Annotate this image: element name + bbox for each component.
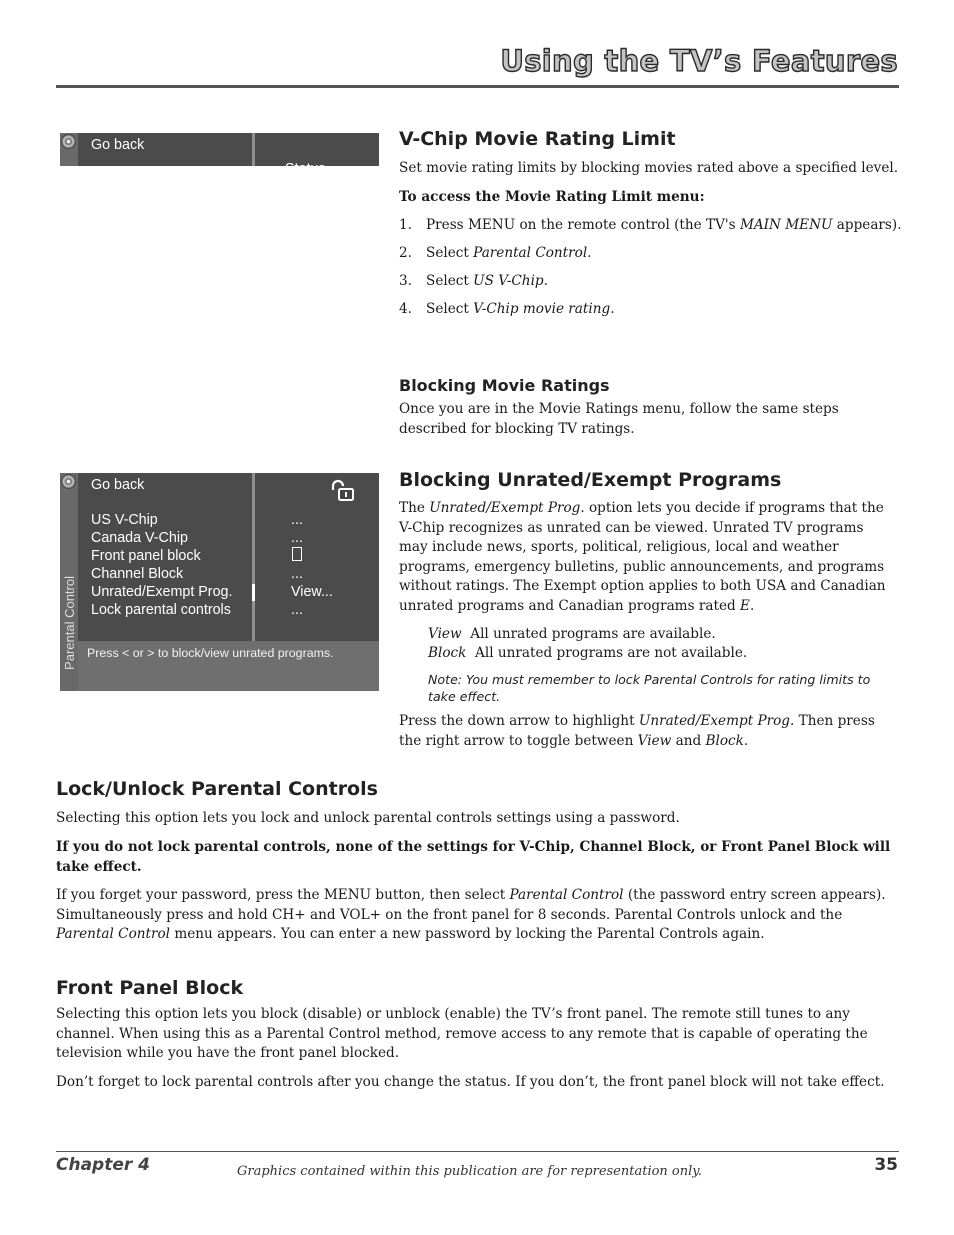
menu-item-lock-parental-controls[interactable]: Lock parental controls (91, 602, 231, 618)
step-1: 1. Press MENU on the remote control (the TV's MAIN MENU appears). (399, 217, 902, 233)
footer-rule (56, 1151, 899, 1152)
menu-item-canada-vchip[interactable]: Canada V-Chip (91, 530, 188, 546)
film-reel-icon (61, 134, 76, 149)
menu-item-front-panel-block[interactable]: Front panel block (91, 548, 201, 564)
selection-cursor (252, 584, 255, 601)
value-lock-parental-controls: ... (291, 602, 303, 618)
screen-side-strip (60, 133, 78, 166)
step-2: 2. Select Parental Control. (399, 244, 592, 261)
view-definition: View All unrated programs are available. (428, 626, 716, 642)
lock-heading: Lock/Unlock Parental Controls (56, 778, 378, 800)
page-title: Using the TV’s Features (500, 44, 898, 78)
menu-screen-partial (60, 133, 379, 177)
parental-control-side-label: Parental Control (61, 576, 77, 670)
blocking-movie-heading: Blocking Movie Ratings (399, 376, 610, 395)
block-definition: Block All unrated programs are not available. (428, 645, 748, 661)
unrated-note: Note: You must remember to lock Parental Controls for rating limits to take effect. (428, 672, 871, 704)
step-3: 3. Select US V-Chip. (399, 272, 548, 289)
blocking-movie-text: Once you are in the Movie Ratings menu, follow the same steps described for blocking TV ratings. (399, 401, 839, 437)
value-front-panel-block[interactable] (291, 547, 302, 565)
help-text: Press < or > to block/view unrated programs. (87, 646, 334, 660)
film-reel-icon (61, 474, 76, 489)
title-rule (56, 85, 899, 88)
value-channel-block: ... (291, 566, 303, 582)
chapter-label: Chapter 4 (56, 1155, 151, 1175)
parental-control-menu-screen (60, 473, 379, 691)
help-bar (78, 641, 379, 691)
page-number: 35 (874, 1155, 898, 1175)
vchip-steps (399, 216, 902, 328)
menu-item-us-vchip[interactable]: US V-Chip (91, 512, 158, 528)
vchip-intro: Set movie rating limits by blocking movies rated above a specified level. (399, 160, 899, 176)
unrated-paragraph-1: The Unrated/Exempt Prog. option lets you decide if programs that the V-Chip recognizes as unrated can be viewed. Unrated TV programs may include news, sports, political, religious, local and weather programs, emergency bulletins, public announcements, and programs without ratings. The Exempt option applies to both USA and Canadian unrated programs and Canadian programs rated E. (399, 500, 886, 614)
footer-disclaimer: Graphics contained within this publication are for representation only. (237, 1164, 703, 1179)
lock-paragraph-3: If you forget your password, press the MENU button, then select Parental Control (the password entry screen appears). Simultaneously press and hold CH+ and VOL+ on the front panel for 8 seconds. Parental Controls unlock and the Parental Control menu appears. You can enter a new password by locking the Parental Controls again. (56, 887, 886, 943)
vchip-heading: V-Chip Movie Rating Limit (399, 128, 676, 150)
lock-warning: If you do not lock parental controls, none of the settings for V-Chip, Channel Block, or Front Panel Block will take effect. (56, 839, 891, 875)
unrated-paragraph-2: Press the down arrow to highlight Unrated/Exempt Prog. Then press the right arrow to toggle between View and Block. (399, 713, 875, 749)
front-panel-heading: Front Panel Block (56, 977, 244, 999)
checkbox-icon[interactable] (292, 547, 302, 561)
menu-item-channel-block[interactable]: Channel Block (91, 566, 184, 582)
unrated-heading: Blocking Unrated/Exempt Programs (399, 469, 782, 491)
go-back-item[interactable]: Go back (91, 477, 145, 493)
value-canada-vchip: ... (291, 530, 303, 546)
front-panel-paragraph-1: Selecting this option lets you block (disable) or unblock (enable) the TV’s front panel. The remote still tunes to any channel. When using this as a Parental Control method, remove access to any remote that is capable of operating the television while you have the front panel blocked. (56, 1006, 868, 1062)
status-item-cut: Status (285, 161, 326, 177)
screen-divider (252, 473, 255, 641)
go-back-item[interactable]: Go back (91, 137, 145, 153)
front-panel-paragraph-2: Don’t forget to lock parental controls after you change the status. If you don’t, the front panel block will not take effect. (56, 1074, 885, 1090)
value-us-vchip: ... (291, 512, 303, 528)
screen-divider (252, 133, 255, 166)
step-4: 4. Select V-Chip movie rating. (399, 300, 615, 317)
value-unrated-exempt[interactable]: View... (291, 584, 333, 600)
side-label-wrap (60, 553, 78, 693)
unlocked-padlock-icon (330, 479, 356, 503)
vchip-access-label: To access the Movie Rating Limit menu: (399, 189, 705, 205)
lock-paragraph-1: Selecting this option lets you lock and unlock parental controls settings using a password. (56, 810, 680, 826)
menu-item-unrated-exempt[interactable]: Unrated/Exempt Prog. (91, 584, 233, 600)
